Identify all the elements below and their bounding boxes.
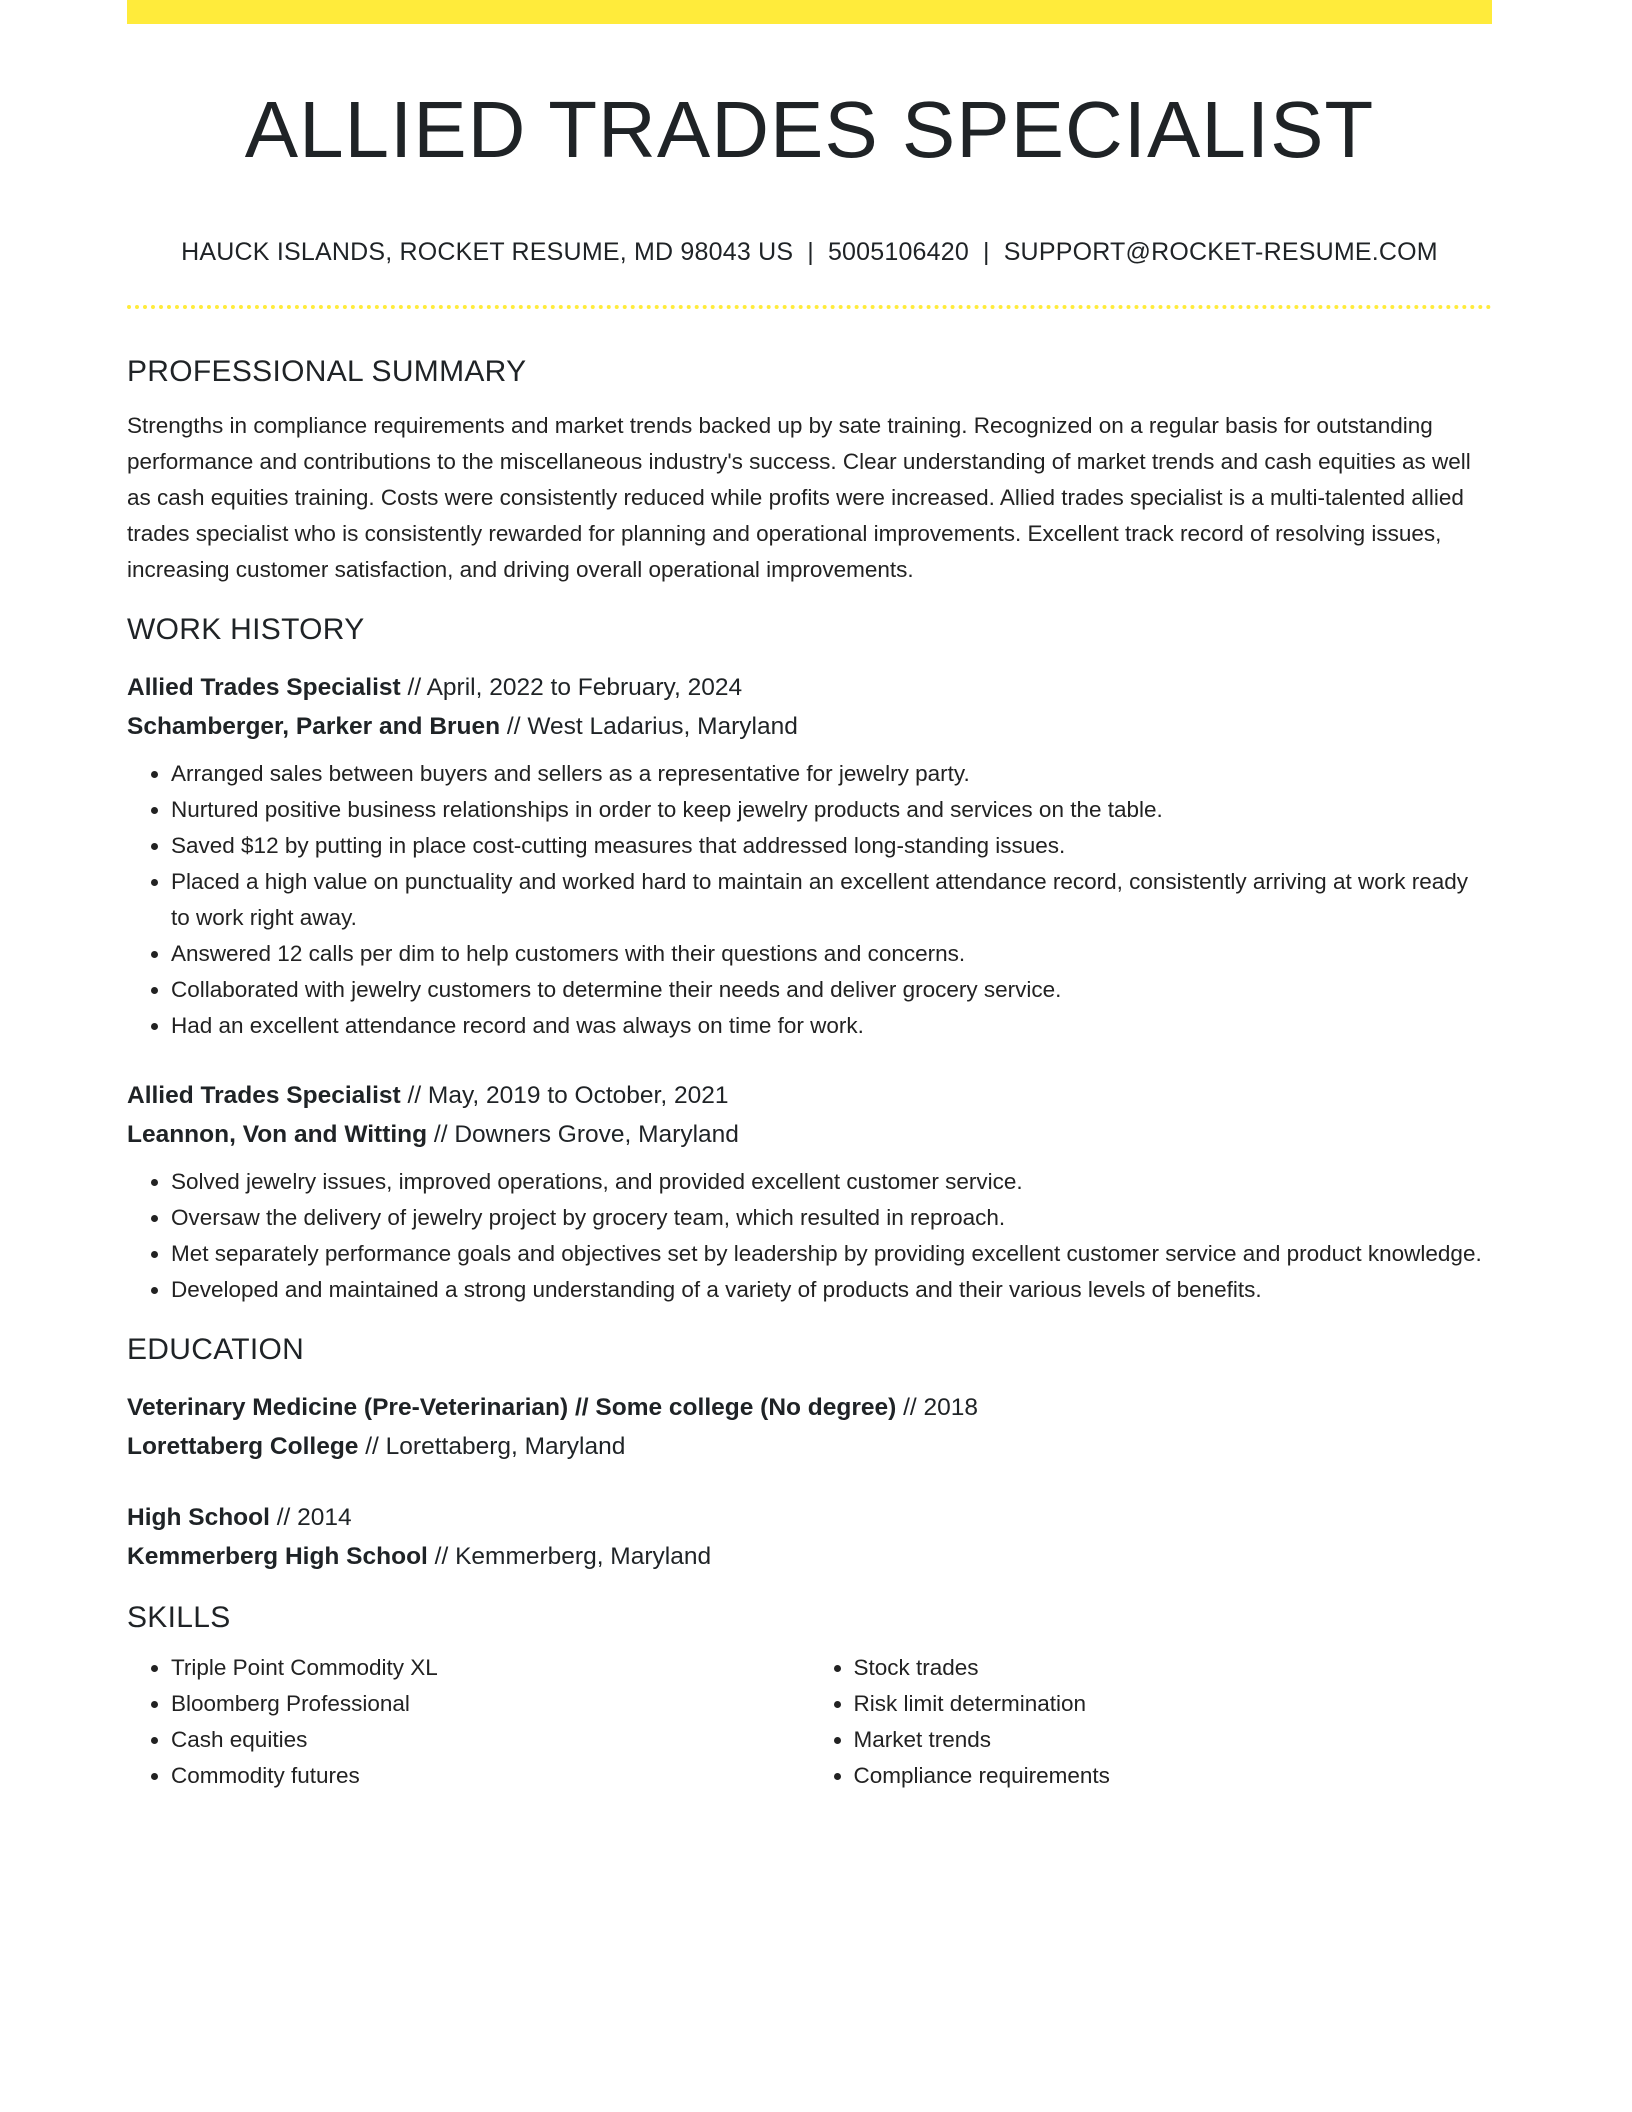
accent-bar xyxy=(127,0,1492,24)
job-bullet: • Developed and maintained a strong understanding of a variety of products and their various levels of benefits. xyxy=(171,1272,1492,1308)
education-school-line xyxy=(127,1427,1492,1466)
skills-list-left xyxy=(127,1650,810,1794)
job-location: // Downers Grove, Maryland xyxy=(427,1121,739,1148)
job-company: Leannon, Von and Witting xyxy=(127,1121,428,1148)
education-location: // Lorettaberg, Maryland xyxy=(358,1433,626,1460)
education-location: // Kemmerberg, Maryland xyxy=(427,1543,712,1570)
contact-separator: | xyxy=(807,238,814,266)
job-bullets xyxy=(127,1164,1492,1308)
job-title-line xyxy=(127,668,1492,707)
job-location: // West Ladarius, Maryland xyxy=(500,713,798,740)
education-school: Lorettaberg College xyxy=(127,1433,359,1460)
job-entry xyxy=(127,668,1492,1044)
contact-phone: 5005106420 xyxy=(827,238,969,266)
job-bullet: • Collaborated with jewelry customers to determine their needs and deliver grocery service. xyxy=(171,972,1492,1008)
job-entry xyxy=(127,1076,1492,1308)
education-entry xyxy=(127,1498,1492,1576)
skills-list-right xyxy=(810,1650,1493,1794)
education-year: // 2018 xyxy=(896,1394,979,1421)
contact-line xyxy=(127,234,1492,270)
job-dates: // April, 2022 to February, 2024 xyxy=(400,674,743,701)
header-divider xyxy=(127,305,1492,309)
skill-item: • Risk limit determination xyxy=(854,1686,1493,1722)
education-school: Kemmerberg High School xyxy=(127,1543,428,1570)
job-bullet: • Solved jewelry issues, improved operations, and provided excellent customer service. xyxy=(171,1164,1492,1200)
education-degree: Veterinary Medicine (Pre-Veterinarian) // Some college (No degree) xyxy=(127,1394,897,1421)
education-degree-line xyxy=(127,1498,1492,1537)
contact-address: HAUCK ISLANDS, ROCKET RESUME, MD 98043 US xyxy=(181,238,794,266)
job-role: Allied Trades Specialist xyxy=(127,674,401,701)
summary-text: Strengths in compliance requirements and market trends backed up by sate training. Recognized on a regular basis for outstanding performance and contributions to the miscellaneous industry's success. Clear understanding of market trends and cash equities as well as cash equities training. Costs were consistently reduced while profits were increased. Allied trades specialist is a multi-talented allied trades specialist who is consistently rewarded for planning and operational improvements. Excellent track record of resolving issues, increasing customer satisfaction, and driving overall operational improvements. xyxy=(127,413,1471,582)
contact-separator: | xyxy=(982,238,990,266)
job-dates: // May, 2019 to October, 2021 xyxy=(400,1082,729,1109)
education-degree: High School xyxy=(127,1504,270,1531)
section-title-summary: PROFESSIONAL SUMMARY xyxy=(127,355,527,388)
job-bullet: • Saved $12 by putting in place cost-cutting measures that addressed long-standing issues. xyxy=(171,828,1492,864)
job-bullet: • Placed a high value on punctuality and worked hard to maintain an excellent attendance record, consistently arriving at work ready to work right away. xyxy=(171,864,1492,936)
skills-columns xyxy=(127,1650,1492,1794)
skill-item: • Triple Point Commodity XL xyxy=(171,1650,810,1686)
skill-item: • Compliance requirements xyxy=(854,1758,1493,1794)
summary-section xyxy=(127,352,1492,588)
education-degree-line xyxy=(127,1388,1492,1427)
job-title-line xyxy=(127,1076,1492,1115)
section-title-work: WORK HISTORY xyxy=(127,613,365,646)
resume-body xyxy=(127,352,1492,1794)
job-bullet: • Arranged sales between buyers and sellers as a representative for jewelry party. xyxy=(171,756,1492,792)
job-bullet: • Nurtured positive business relationships in order to keep jewelry products and services on the table. xyxy=(171,792,1492,828)
skill-item: • Market trends xyxy=(854,1722,1493,1758)
job-bullet: • Answered 12 calls per dim to help customers with their questions and concerns. xyxy=(171,936,1492,972)
skill-item: • Cash equities xyxy=(171,1722,810,1758)
education-school-line xyxy=(127,1537,1492,1576)
skill-item: • Bloomberg Professional xyxy=(171,1686,810,1722)
education-year: // 2014 xyxy=(269,1504,352,1531)
job-company: Schamberger, Parker and Bruen xyxy=(127,713,501,740)
work-section xyxy=(127,610,1492,1308)
section-title-education: EDUCATION xyxy=(127,1333,305,1366)
job-company-line xyxy=(127,707,1492,746)
skills-section xyxy=(127,1598,1492,1794)
education-section xyxy=(127,1330,1492,1576)
skill-item: • Stock trades xyxy=(854,1650,1493,1686)
job-bullet: • Oversaw the delivery of jewelry project by grocery team, which resulted in reproach. xyxy=(171,1200,1492,1236)
job-bullet: • Had an excellent attendance record and was always on time for work. xyxy=(171,1008,1492,1044)
candidate-name: ALLIED TRADES SPECIALIST xyxy=(244,85,1375,174)
section-title-skills: SKILLS xyxy=(127,1601,231,1634)
skill-item: • Commodity futures xyxy=(171,1758,810,1794)
job-bullet: • Met separately performance goals and objectives set by leadership by providing excellent customer service and product knowledge. xyxy=(171,1236,1492,1272)
contact-email: SUPPORT@ROCKET-RESUME.COM xyxy=(1003,238,1438,266)
education-entry xyxy=(127,1388,1492,1466)
job-bullets xyxy=(127,756,1492,1044)
job-company-line xyxy=(127,1115,1492,1154)
job-role: Allied Trades Specialist xyxy=(127,1082,401,1109)
